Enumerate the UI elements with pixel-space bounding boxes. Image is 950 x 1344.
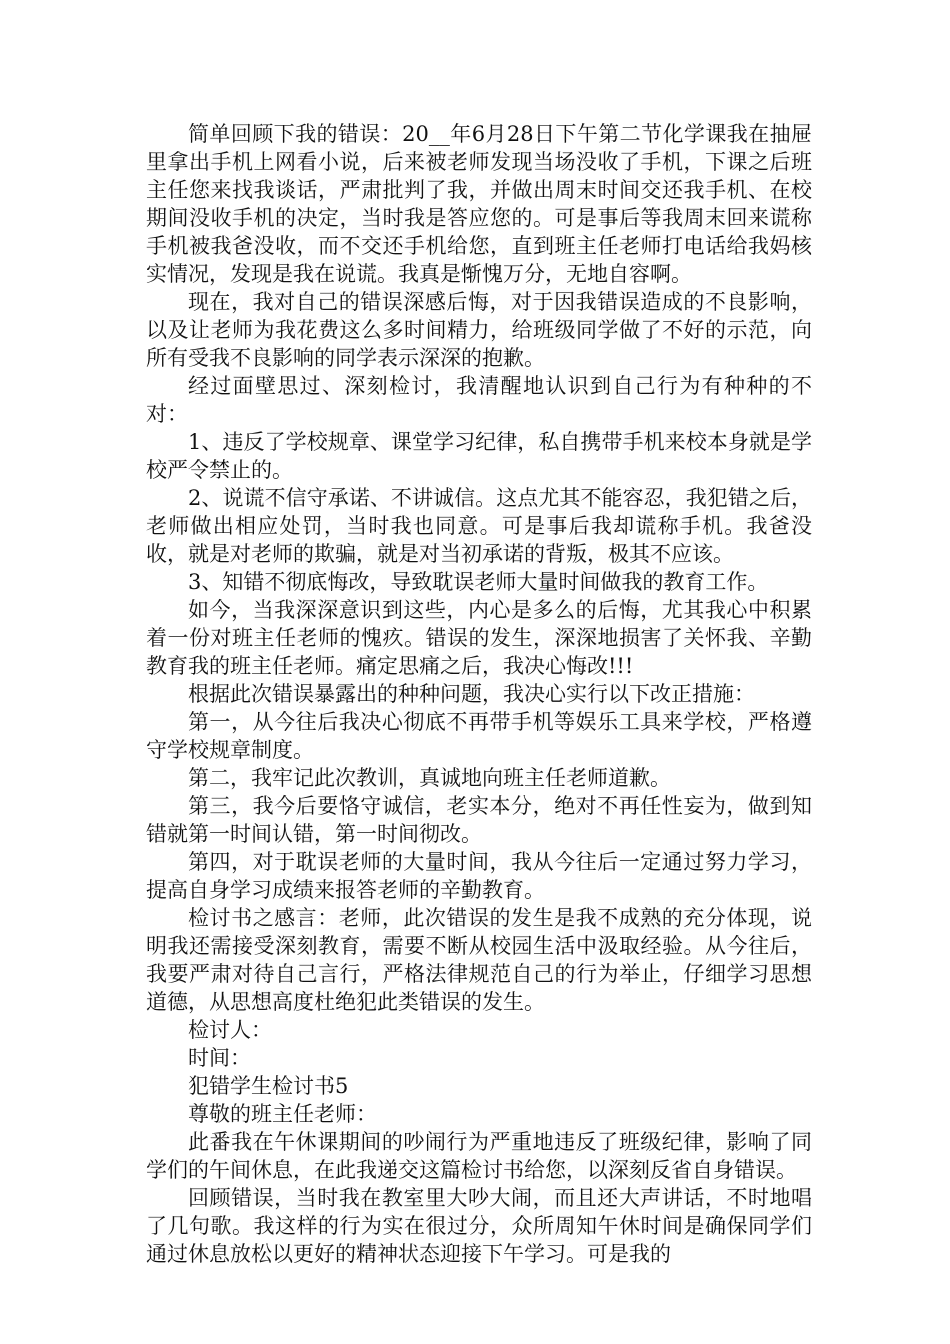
paragraph-point-3: 3、知错不彻底悔改，导致耽误老师大量时间做我的教育工作。 bbox=[188, 570, 769, 594]
paragraph-measure-2: 第二，我牢记此次教训，真诚地向班主任老师道歉。 bbox=[188, 766, 671, 790]
paragraph-regret: 现在，我对自己的错误深感后悔，对于因我错误造成的不良影响，以及让老师为我花费这么多时间精力，给班级同学做了不好的示范，向所有受我不良影响的同学表示深深的抱歉。 bbox=[146, 290, 812, 370]
paragraph-point-1: 1、违反了学校规章、课堂学习纪律，私自携带手机来校本身就是学校严令禁止的。 bbox=[146, 430, 812, 482]
paragraph-point-2: 2、说谎不信守承诺、不讲诚信。这点尤其不能容忍，我犯错之后，老师做出相应处罚，当时我也同意。可是事后我却谎称手机。我爸没收，就是对老师的欺骗，就是对当初承诺的背叛，极其不应该。 bbox=[146, 486, 812, 566]
paragraph-reflection: 经过面壁思过、深刻检讨，我清醒地认识到自己行为有种种的不对： bbox=[146, 374, 812, 426]
paragraph-review-5: 回顾错误，当时我在教室里大吵大闹，而且还大声讲话，不时地唱了几句歌。我这样的行为实在很过分，众所周知午休时间是确保同学们通过休息放松以更好的精神状态迎接下午学习。可是我的 bbox=[146, 1186, 812, 1266]
paragraph-intro-5: 此番我在午休课期间的吵闹行为严重地违反了班级纪律，影响了同学们的午间休息，在此我递交这篇检讨书给您，以深刻反省自身错误。 bbox=[146, 1130, 812, 1182]
paragraph-afterword: 检讨书之感言：老师，此次错误的发生是我不成熟的充分体现，说明我还需接受深刻教育，需要不断从校园生活中汲取经验。从今往后，我要严肃对待自己言行，严格法律规范自己的行为举止，仔细学习思想道德，从思想高度杜绝犯此类错误的发生。 bbox=[146, 906, 812, 1014]
paragraph-review: 简单回顾下我的错误：20__年6月28日下午第二节化学课我在抽屉里拿出手机上网看小说，后来被老师发现当场没收了手机，下课之后班主任您来找我谈话，严肃批判了我，并做出周末时间交还我手机、在校期间没收手机的决定，当时我是答应您的。可是事后等我周末回来谎称手机被我爸没收，而不交还手机给您，直到班主任老师打电话给我妈核实情况，发现是我在说谎。我真是惭愧万分，无地自容啊。 bbox=[146, 122, 812, 286]
section-title: 犯错学生检讨书5 bbox=[188, 1074, 349, 1098]
paragraph-measure-3: 第三，我今后要恪守诚信，老实本分，绝对不再任性妄为，做到知错就第一时间认错，第一时间彻改。 bbox=[146, 794, 812, 846]
document-body bbox=[146, 120, 812, 1268]
paragraph-remorse: 如今，当我深深意识到这些，内心是多么的后悔，尤其我心中积累着一份对班主任老师的愧疚。错误的发生，深深地损害了关怀我、辛勤教育我的班主任老师。痛定思痛之后，我决心悔改!!! bbox=[146, 598, 812, 678]
date-label: 时间： bbox=[188, 1046, 251, 1070]
paragraph-measures-intro: 根据此次错误暴露出的种种问题，我决心实行以下改正措施： bbox=[188, 682, 755, 706]
paragraph-measure-1: 第一，从今往后我决心彻底不再带手机等娱乐工具来学校，严格遵守学校规章制度。 bbox=[146, 710, 812, 762]
paragraph-measure-4: 第四，对于耽误老师的大量时间，我从今往后一定通过努力学习，提高自身学习成绩来报答老师的辛勤教育。 bbox=[146, 850, 812, 902]
signature-label: 检讨人： bbox=[188, 1018, 272, 1042]
salutation: 尊敬的班主任老师： bbox=[188, 1102, 377, 1126]
